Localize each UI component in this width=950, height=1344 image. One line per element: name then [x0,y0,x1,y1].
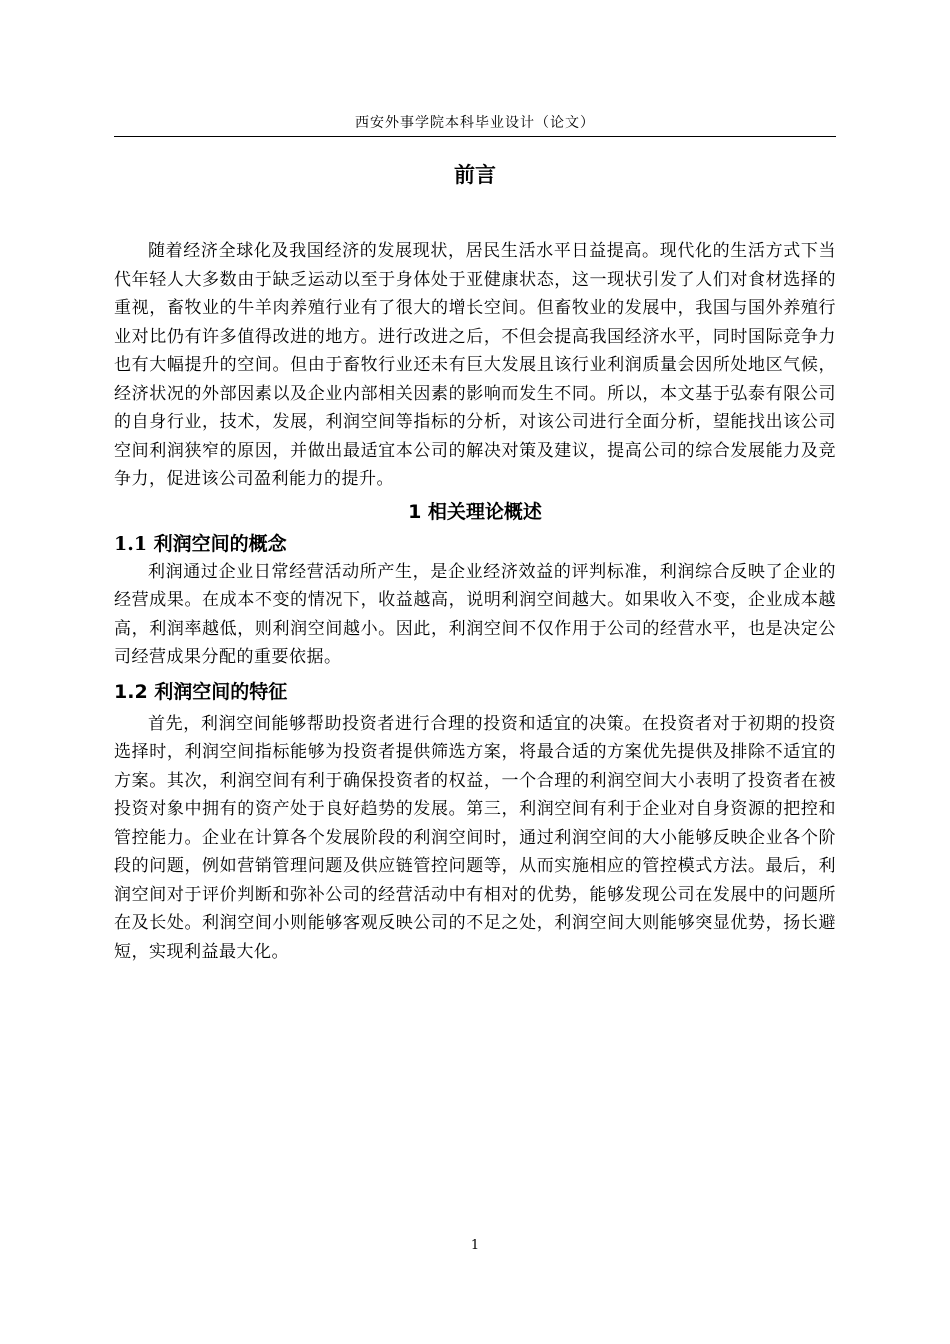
preface-paragraph: 随着经济全球化及我国经济的发展现状，居民生活水平日益提高。现代化的生活方式下当代年轻人大多数由于缺乏运动以至于身体处于亚健康状态，这一现状引发了人们对食材选择的重视，畜牧业的牛羊肉养殖行业有了很大的增长空间。但畜牧业的发展中，我国与国外养殖行业对比仍有许多值得改进的地方。进行改进之后，不但会提高我国经济水平，同时国际竞争力也有大幅提升的空间。但由于畜牧行业还未有巨大发展且该行业利润质量会因所处地区气候，经济状况的外部因素以及企业内部相关因素的影响而发生不同。所以，本文基于弘泰有限公司的自身行业，技术，发展，利润空间等指标的分析，对该公司进行全面分析，望能找出该公司空间利润狭窄的原因，并做出最适宜本公司的解决对策及建议，提高公司的综合发展能力及竞争力，促进该公司盈利能力的提升。 [114,241,836,489]
running-header: 西安外事学院本科毕业设计（论文） [355,115,595,131]
header-rule [114,136,836,137]
page-number: 1 [470,1238,480,1253]
section-1-2-paragraph: 首先，利润空间能够帮助投资者进行合理的投资和适宜的决策。在投资者对于初期的投资选择时，利润空间指标能够为投资者提供筛选方案，将最合适的方案优先提供及排除不适宜的方案。其次，利润空间有利于确保投资者的权益，一个合理的利润空间大小表明了投资者在被投资对象中拥有的资产处于良好趋势的发展。第三，利润空间有利于企业对自身资源的把控和管控能力。企业在计算各个发展阶段的利润空间时，通过利润空间的大小能够反映企业各个阶段的问题，例如营销管理问题及供应链管控问题等，从而实施相应的管控模式方法。最后，利润空间对于评价判断和弥补公司的经营活动中有相对的优势，能够发现公司在发展中的问题所在及长处。利润空间小则能够客观反映公司的不足之处，利润空间大则能够突显优势，扬长避短，实现利益最大化。 [114,713,836,962]
chapter-1-heading: 1 相关理论概述 [408,500,542,523]
section-1-1-heading: 1.1 利润空间的概念 [114,532,287,555]
preface-title: 前言 [454,163,496,187]
page-content [114,160,836,966]
section-1-1-paragraph: 利润通过企业日常经营活动所产生，是企业经济效益的评判标准，利润综合反映了企业的经营成果。在成本不变的情况下，收益越高，说明利润空间越大。如果收入不变，企业成本越高，利润率越低，则利润空间越小。因此，利润空间不仅作用于公司的经营水平，也是决定公司经营成果分配的重要依据。 [114,561,836,667]
section-1-2-heading: 1.2 利润空间的特征 [114,680,288,703]
